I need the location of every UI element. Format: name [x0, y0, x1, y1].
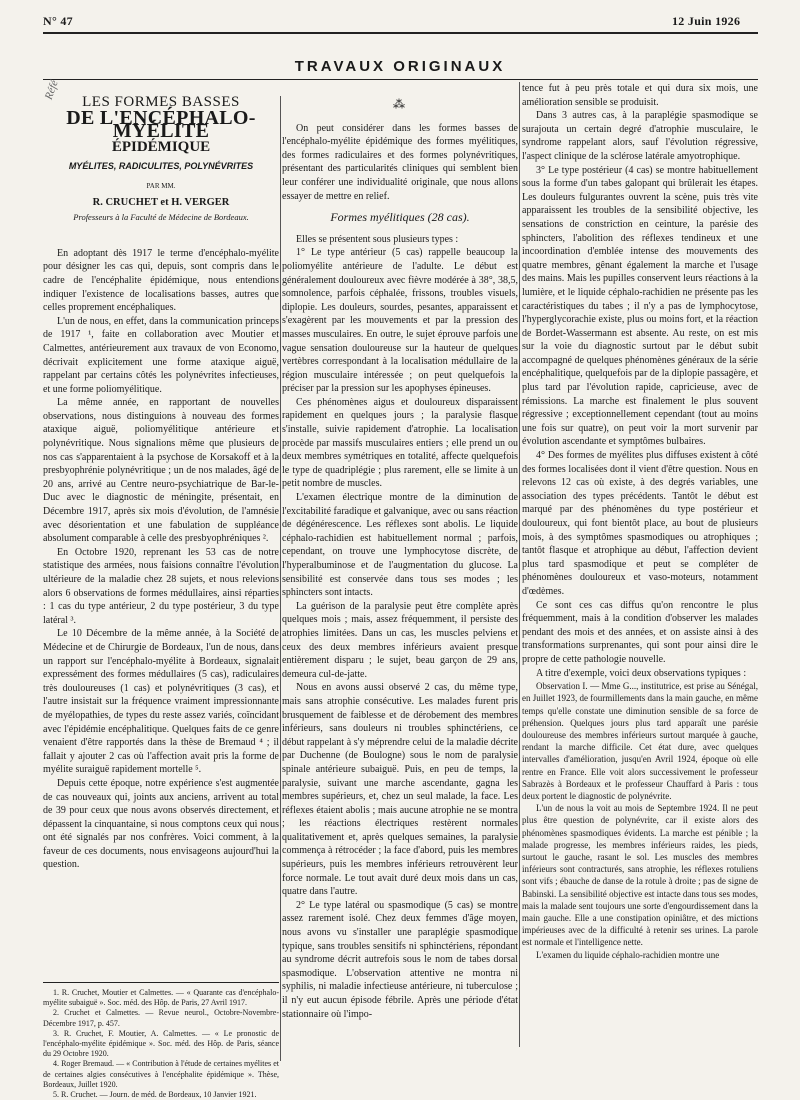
issue-date: 12 Juin 1926 [672, 14, 741, 28]
column-1-body [43, 247, 279, 872]
subsection-heading: Formes myélitiques (28 cas). [330, 210, 470, 225]
observation-text: L'un de nous la voit au mois de Septembre 1924. Il ne peut plus être question de polynévrite, car il existe alors des phénomènes spasmodiques évidents. La marche est pénible ; la malade progresse, les membres inférieurs raides, les pieds, surtout le gauche, rasant le sol. Les muscles des membres inférieurs sont contracturés, sans atrophie, les réflexes rotuliens sont vifs ; ébauche de danse de la rotule à droite ; pas de signe de Babinski. La sensibilité objective est intacte dans tous ses modes, mais la malade sent toujours une sorte d'engourdissement dans la main gauche. Elle a une constipation opiniâtre, et des mictions impérieuses avec de la difficulté à retenir ses urines. La parole est normale et l'intelligence nette. [522, 803, 758, 948]
paragraph: En adoptant dès 1917 le terme d'encéphalo-myélite pour désigner les cas qui, depuis, sont compris dans le cadre de l'encéphalite épidémique, nous entendions indiquer l'existence de localisations basses, autres que celles proprement encéphaliques. [43, 247, 279, 314]
byline: PAR MM. [146, 181, 176, 190]
observation-text: L'examen du liquide céphalo-rachidien montre une [536, 949, 720, 960]
paragraph: Ce sont ces cas diffus qu'on rencontre le plus fréquemment, mais à la condition d'observer les malades pendant des mois et des années, et on assiste ainsi à des transformations surprenantes, qui sont pour ainsi dire le propre de cette pathologie nouvelle. [522, 599, 758, 665]
footnote: 4. Roger Bremaud. — « Contribution à l'étude de certaines myélites et de certaines algies consécutives à l'encéphalite épidémique ». Thèse, Bordeaux, Juillet 1920. [43, 1059, 279, 1089]
column-divider-2 [519, 82, 520, 1047]
footnote: 2. Cruchet et Calmettes. — Revue neurol., Octobre-Novembre-Décembre 1917, p. 457. [43, 1008, 279, 1028]
paragraph: A titre d'exemple, voici deux observations typiques : [536, 667, 747, 679]
paragraph: Depuis cette époque, notre expérience s'est augmentée de cas nouveaux qui, joints aux anciens, arrivent au total de 39 pour ceux que nous avons observés directement, et dépassent la cinquantaine, si nous comptons ceux qui nous ont été signalés par nos confrères. Voici comment, à la faveur de ces documents, nous envisageons aujourd'hui la question. [43, 777, 279, 871]
paragraph: En Octobre 1920, reprenant les 53 cas de notre statistique des armées, nous faisions connaître l'évolution ultérieure de la maladie chez 28 sujets, et nous relevions alors 6 observations de formes médullaires, ainsi réparties : 1 cas du type antérieur, 2 du type postérieur, 3 du type latéral ³. [43, 546, 279, 626]
paragraph: Nous en avons aussi observé 2 cas, du même type, mais sans atrophie consécutive. Les malades furent pris brusquement de faiblesse et de dérobement des membres inférieurs, sans douleurs ni troubles sphinctériens, ce début rappelant à s'y méprendre celui de la maladie décrite par Duchenne (de Boulogne) sous le nom de paralysie spinale antérieure subaiguë. Puis, en peu de temps, la paralysie, suivant une marche ascendante, gagna les membres supérieurs, et, chez un seul malade, la face. Les réflexes étaient abolis ; mais aucune atrophie ne se montra ; les réactions électriques restèrent normales qualitativement et, après quelques semaines, la paralysie commença à rétrocéder ; la face d'abord, puis les membres supérieurs, puis les membres inférieurs retrouvèrent leur force normale. Le tout avait duré deux mois dans un cas, quatre dans l'autre. [282, 682, 518, 898]
header-rule [43, 32, 758, 34]
article-title-line-1: LES FORMES BASSES [82, 94, 240, 110]
article-title-line-2: DE L'ENCÉPHALO-MYÉLITE [66, 106, 256, 143]
paragraph: 4° Des formes de myélites plus diffuses existent à côté des formes localisées dont il vient d'être question. Nous en relevons 12 cas où existe, à des degrés variables, une association des types précédents. Tantôt le début est marqué par des phénomènes du type postérieur et douloureux, qui font bientôt place, au bout de plusieurs mois, à des symptômes spasmodiques ou atrophiques ; tantôt flasque et atrophique au début, l'affection devient plus tard spasmodique et peut se compléter de phénomènes douloureux et vaso-moteurs, notamment d'œdèmes. [522, 450, 758, 597]
paragraph: Le 10 Décembre de la même année, à la Société de Médecine et de Chirurgie de Bordeaux, l'un de nous, dans un rapport sur l'encéphalo-myélite à Bordeaux, signalait expressément des formes médullaires (5 cas), radiculaires très douloureuses (1 cas) et polynévritiques (3 cas), et l'autre insistait sur la fréquence vraiment impressionnante de myélopathies, de types du reste assez variés, coïncidant avec l'épidémie encéphalitique. Quelques faits de ce genre venaient d'être rapportés dans la thèse de Bremaud ⁴ ; il fallait y ajouter 2 cas où l'affection avait pris la forme de myélite suraiguë rapidement mortelle ⁵. [43, 628, 279, 776]
paragraph: Elles se présentent sous plusieurs types : [296, 233, 459, 245]
column-1 [43, 78, 279, 872]
observation-text: Observation I. — Mme G..., institutrice, est prise au Sénégal, en Juillet 1923, de fourmillements dans la main gauche, en même temps qu'elle constate une diminution sensible de sa force de préhension. Quelques jours plus tard apparaît une parésie douloureuse des membres inférieurs surtout marquée à gauche, rendant la marche difficile. Cet état dure, avec quelques intervalles d'amélioration, jusqu'en Avril 1924, époque où elle rentre en France. Elle voit alors successivement le professeur Sabrazès à Bordeaux et le professeur Chauffard à Paris : tous deux portent le diagnostic de polynévrite. [522, 681, 758, 801]
column-3 [522, 82, 758, 961]
issue-number: N° 47 [43, 14, 73, 28]
paragraph: 1° Le type antérieur (5 cas) rappelle beaucoup la poliomyélite antérieure de l'adulte. Le début est généralement douloureux avec fièvre modérée à 38°, 38,5, somnolence, parfois céphalée, frissons, troubles visuels, diplopie. Les douleurs, sourdes, pesantes, apparaissent et s'exagèrent par les mouvements et par la pression des masses musculaires. En outre, le sujet éprouve parfois une vague sensation douloureuse sur la hauteur de quelques vertèbres correspondant à la localisation médullaire de la région musculaire intéressée ; on peut quelquefois la préciser par la pression sur les apophyses épineuses. [282, 247, 518, 395]
article-subtitle: MYÉLITES, RADICULITES, POLYNÉVRITES [68, 161, 254, 172]
authors: R. CRUCHET et H. VERGER [92, 196, 230, 208]
paragraph: Dans 3 autres cas, à la paraplégie spasmodique se surajouta un certain degré d'atrophie musculaire, le syndrome rappelant alors, sauf l'évolution régressive, l'aspect clinique de la sclérose latérale amyotrophique. [522, 110, 758, 162]
footnote: 1. R. Cruchet, Moutier et Calmettes. — « Quarante cas d'encéphalo-myélite subaiguë ». Soc. méd. des Hôp. de Paris, 27 Avril 1917. [43, 988, 279, 1008]
intro-paragraph: On peut considérer dans les formes basses de l'encéphalo-myélite épidémique des formes myélitiques, des formes radiculaires et des formes polynévritiques, présentant des particularités cliniques qui semblent bien leur conférer une individualité originale, que nous allons essayer de mettre en relief. [282, 122, 518, 202]
paragraph: Ces phénomènes aigus et douloureux disparaissent rapidement en quelques jours ; la paralysie flasque s'installe, suivie rapidement d'atrophie. La localisation procède par massifs musculaires entiers ; elle prend un ou deux membres symétriques en totalité, affecte quelquefois le type de quadriplégie ; plus rarement, elle se limite à un petit nombre de muscles. [282, 396, 518, 490]
footnotes [43, 988, 279, 1100]
paragraph: 2° Le type latéral ou spasmodique (5 cas) se montre assez rarement isolé. Chez deux femmes d'âge moyen, nous avons vu s'installer une paraplégie spasmodique typique, sans troubles sensitifs ni sphinctériens, répondant au syndrome décrit autrefois sous le nom de tabes dorsal spasmodique. L'observation attentive ne montra ni syphilis, ni maladie infectieuse antérieure, ni tuberculose ; il n'y eut aucun épisode fébrile. Après une période d'état stationnaire où l'impo- [282, 899, 518, 1020]
paragraph: L'examen électrique montre de la diminution de l'excitabilité faradique et galvanique, avec ou sans réaction de dégénérescence. Les réflexes sont abolis. Le liquide céphalo-rachidien est habituellement normal ; parfois, cependant, on trouve une lymphocytose discrète, de l'hyperalbuminose et de l'augmentation du glucose. La sensibilité est conservée dans tous ses modes ; les sphincters sont intacts. [282, 492, 518, 599]
footnote: 5. R. Cruchet. — Journ. de méd. de Bordeaux, 10 Janvier 1921. [53, 1090, 257, 1100]
footnote-rule [43, 982, 279, 983]
handwritten-note: Réfé [42, 78, 61, 102]
paragraph: La guérison de la paralysie peut être complète après quelques mois ; mais, assez fréquemment, il persiste des atrophies limitées. Dans un cas, les muscles pelviens et ceux des deux membres inférieurs avaient presque entièrement disparu ; le sujet, beau garçon de 29 ans, demeura cul-de-jatte. [282, 600, 518, 680]
paragraph: L'un de nous, en effet, dans la communication princeps de 1917 ¹, faite en collaboration avec Moutier et Calmettes, antérieurement aux travaux de von Economo, décrivait explicitement une forme ataxique aiguë, rappelant par certains côtés les polynévrites infectieuses, et une forme poliomyélitique. [43, 315, 279, 395]
column-divider-1 [280, 96, 281, 1061]
section-ornament: ⁂ [393, 97, 407, 111]
paragraph: tence fut à peu près totale et qui dura six mois, une amélioration sensible se produisit. [522, 83, 758, 108]
affiliation: Professeurs à la Faculté de Médecine de Bordeaux. [73, 212, 249, 223]
column-2 [282, 96, 518, 1021]
section-title: TRAVAUX ORIGINAUX [294, 58, 506, 75]
article-title-line-3: ÉPIDÉMIQUE [111, 138, 211, 155]
paragraph: La même année, en rapportant de nouvelles observations, nous distinguions à nouveau des formes ataxique aiguë, poliomyélitique antérieure et polynévritique. Nous signalions même que plusieurs de nos cas s'apparentaient à la psychose de Korsakoff et à la presbyophrénie polynévritique ; un de nos malades, âgé de 20 ans, arrivé au Centre neuro-psychiatrique de Bar-le-Duc avec le diagnostic de méningite, présentait, en Décembre 1917, après six mois d'évolution, de l'amnésie avec désorientation et une fabulation de suppléance absolument comparable à celle des presbyophréniques ². [43, 397, 279, 545]
footnote: 3. R. Cruchet, F. Moutier, A. Calmettes. — « Le pronostic de l'encéphalo-myélite épidémique ». Soc. méd. des Hôp. de Paris, séance du 29 Octobre 1920. [43, 1028, 279, 1059]
paragraph: 3° Le type postérieur (4 cas) se montre habituellement sous la forme d'un tabes galopant qui brûlerait les étapes. Les douleurs fulgurantes ouvrent la scène, puis très vite apparaissent les troubles de la sensibilité objective, les sensations de constriction en ceinture, la parésie des sphincters, l'abolition des réflexes tendineux et une incoordination d'emblée intense des mouvements des quatre membres, gênant également la marche et l'usage des mains. Mais les pupilles conservent leurs réactions à la lumière, et le liquide céphalo-rachidien ne présente pas les caractéristiques du tabes ; il n'y a pas de lymphocytose, l'hyperglycorachie existe, plus ou moins fort, et la réaction de Bordet-Wassermann est absente. Au reste, on est mis sur la voie du diagnostic surtout par le début subit accompagné de quelques phénomènes généraux de la série encéphalitique, quelquefois par de la diplopie passagère, et plus tard par l'évolution rapide, capricieuse, avec de rémissions. La marche est finalement le plus souvent régressive ; exceptionnellement cependant (tout au moins une fois sur quatre), on peut voir la mort survenir par évolution ascendante et symptômes bulbaires. [522, 164, 758, 448]
